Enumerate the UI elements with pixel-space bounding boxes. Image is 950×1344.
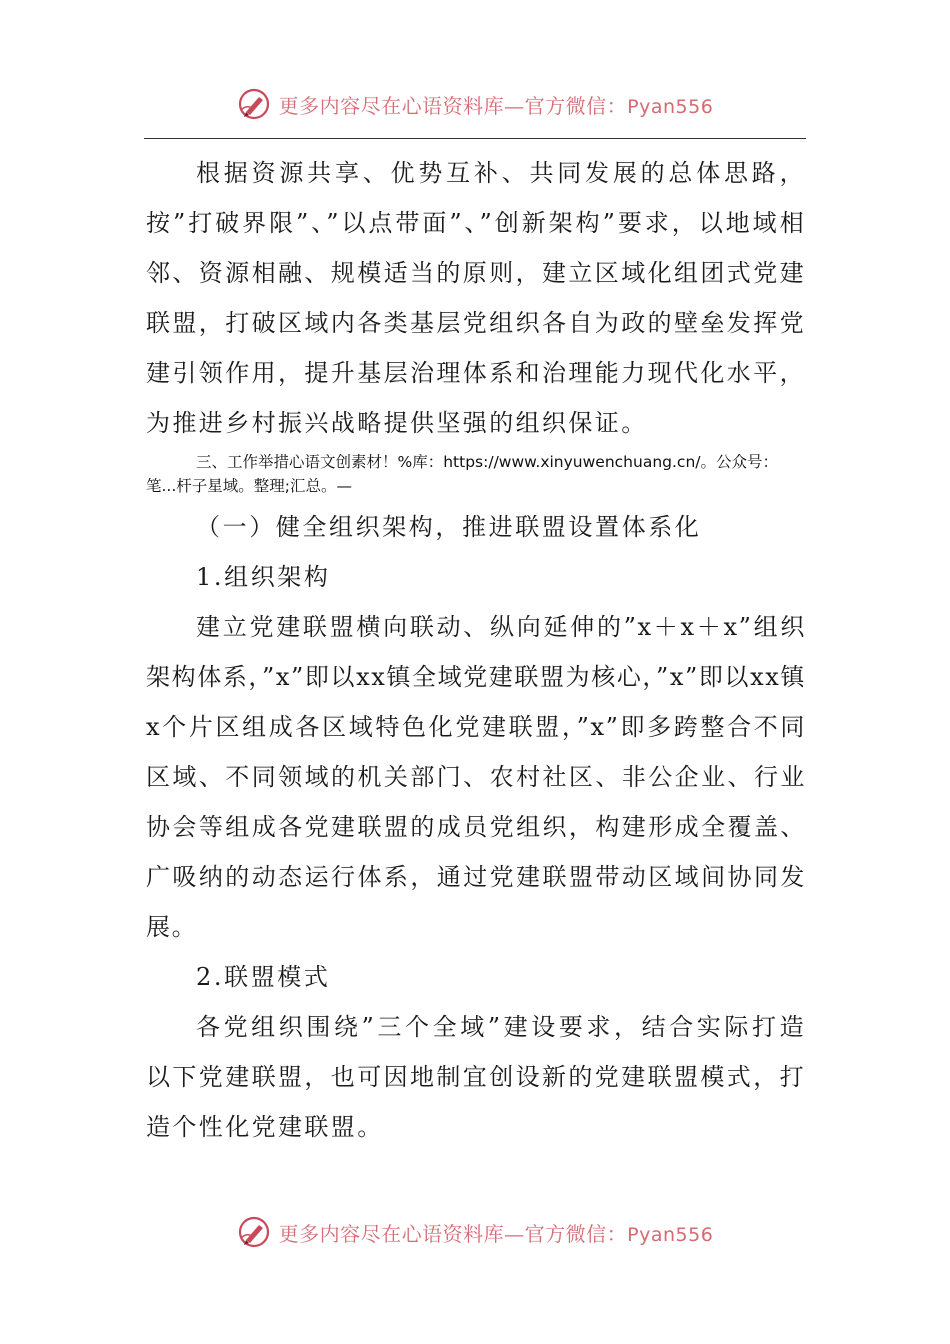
- footer-text: [279, 1218, 714, 1247]
- header-divider: [144, 138, 806, 139]
- paragraph-architecture: 建立党建联盟横向联动、纵向延伸的”x＋x＋x”组织架构体系，”x”即以xx镇全域党建联盟为核心，”x”即以xx镇x个片区组成各区域特色化党建联盟，”x”即多跨整合不同区域、不同领域的机关部门、农村社区、非公企业、行业协会等组成各党建联盟的成员党组织，构建形成全覆盖、广吸纳的动态运行体系，通过党建联盟带动区域间协同发展。: [146, 613, 806, 941]
- inline-note: 三、工作举措心语文创素材！%库：https://www.xinyuwenchuang.cn/。公众号：笔...杆子星域。整理;汇总。—: [146, 453, 778, 495]
- paragraph-intro: 根据资源共享、优势互补、共同发展的总体思路，按”打破界限”、”以点带面”、”创新架构”要求，以地域相邻、资源相融、规模适当的原则，建立区域化组团式党建联盟，打破区域内各类基层党组织各自为政的壁垒发挥党建引领作用，提升基层治理体系和治理能力现代化水平，为推进乡村振兴战略提供坚强的组织保证。: [146, 159, 806, 437]
- pen-logo-icon: [237, 87, 271, 121]
- header-text: [279, 90, 714, 119]
- footer-text-cn: 更多内容尽在心语资料库—官方微信：: [278, 1221, 628, 1246]
- footer-text-id: Pyan556: [627, 1223, 714, 1246]
- subsection-heading-1: 1.组织架构: [196, 563, 331, 591]
- page-header: [0, 84, 950, 124]
- section-heading: （一）健全组织架构，推进联盟设置体系化: [196, 513, 702, 541]
- header-text-id: Pyan556: [627, 95, 714, 118]
- paragraph-mode: 各党组织围绕”三个全域”建设要求，结合实际打造以下党建联盟，也可因地制宜创设新的党建联盟模式，打造个性化党建联盟。: [146, 1013, 806, 1141]
- header-text-cn: 更多内容尽在心语资料库—官方微信：: [278, 93, 628, 118]
- document-body: [146, 148, 806, 1152]
- pen-logo-icon: [237, 1215, 271, 1249]
- subsection-heading-2: 2.联盟模式: [196, 963, 331, 991]
- page-footer: [0, 1212, 950, 1252]
